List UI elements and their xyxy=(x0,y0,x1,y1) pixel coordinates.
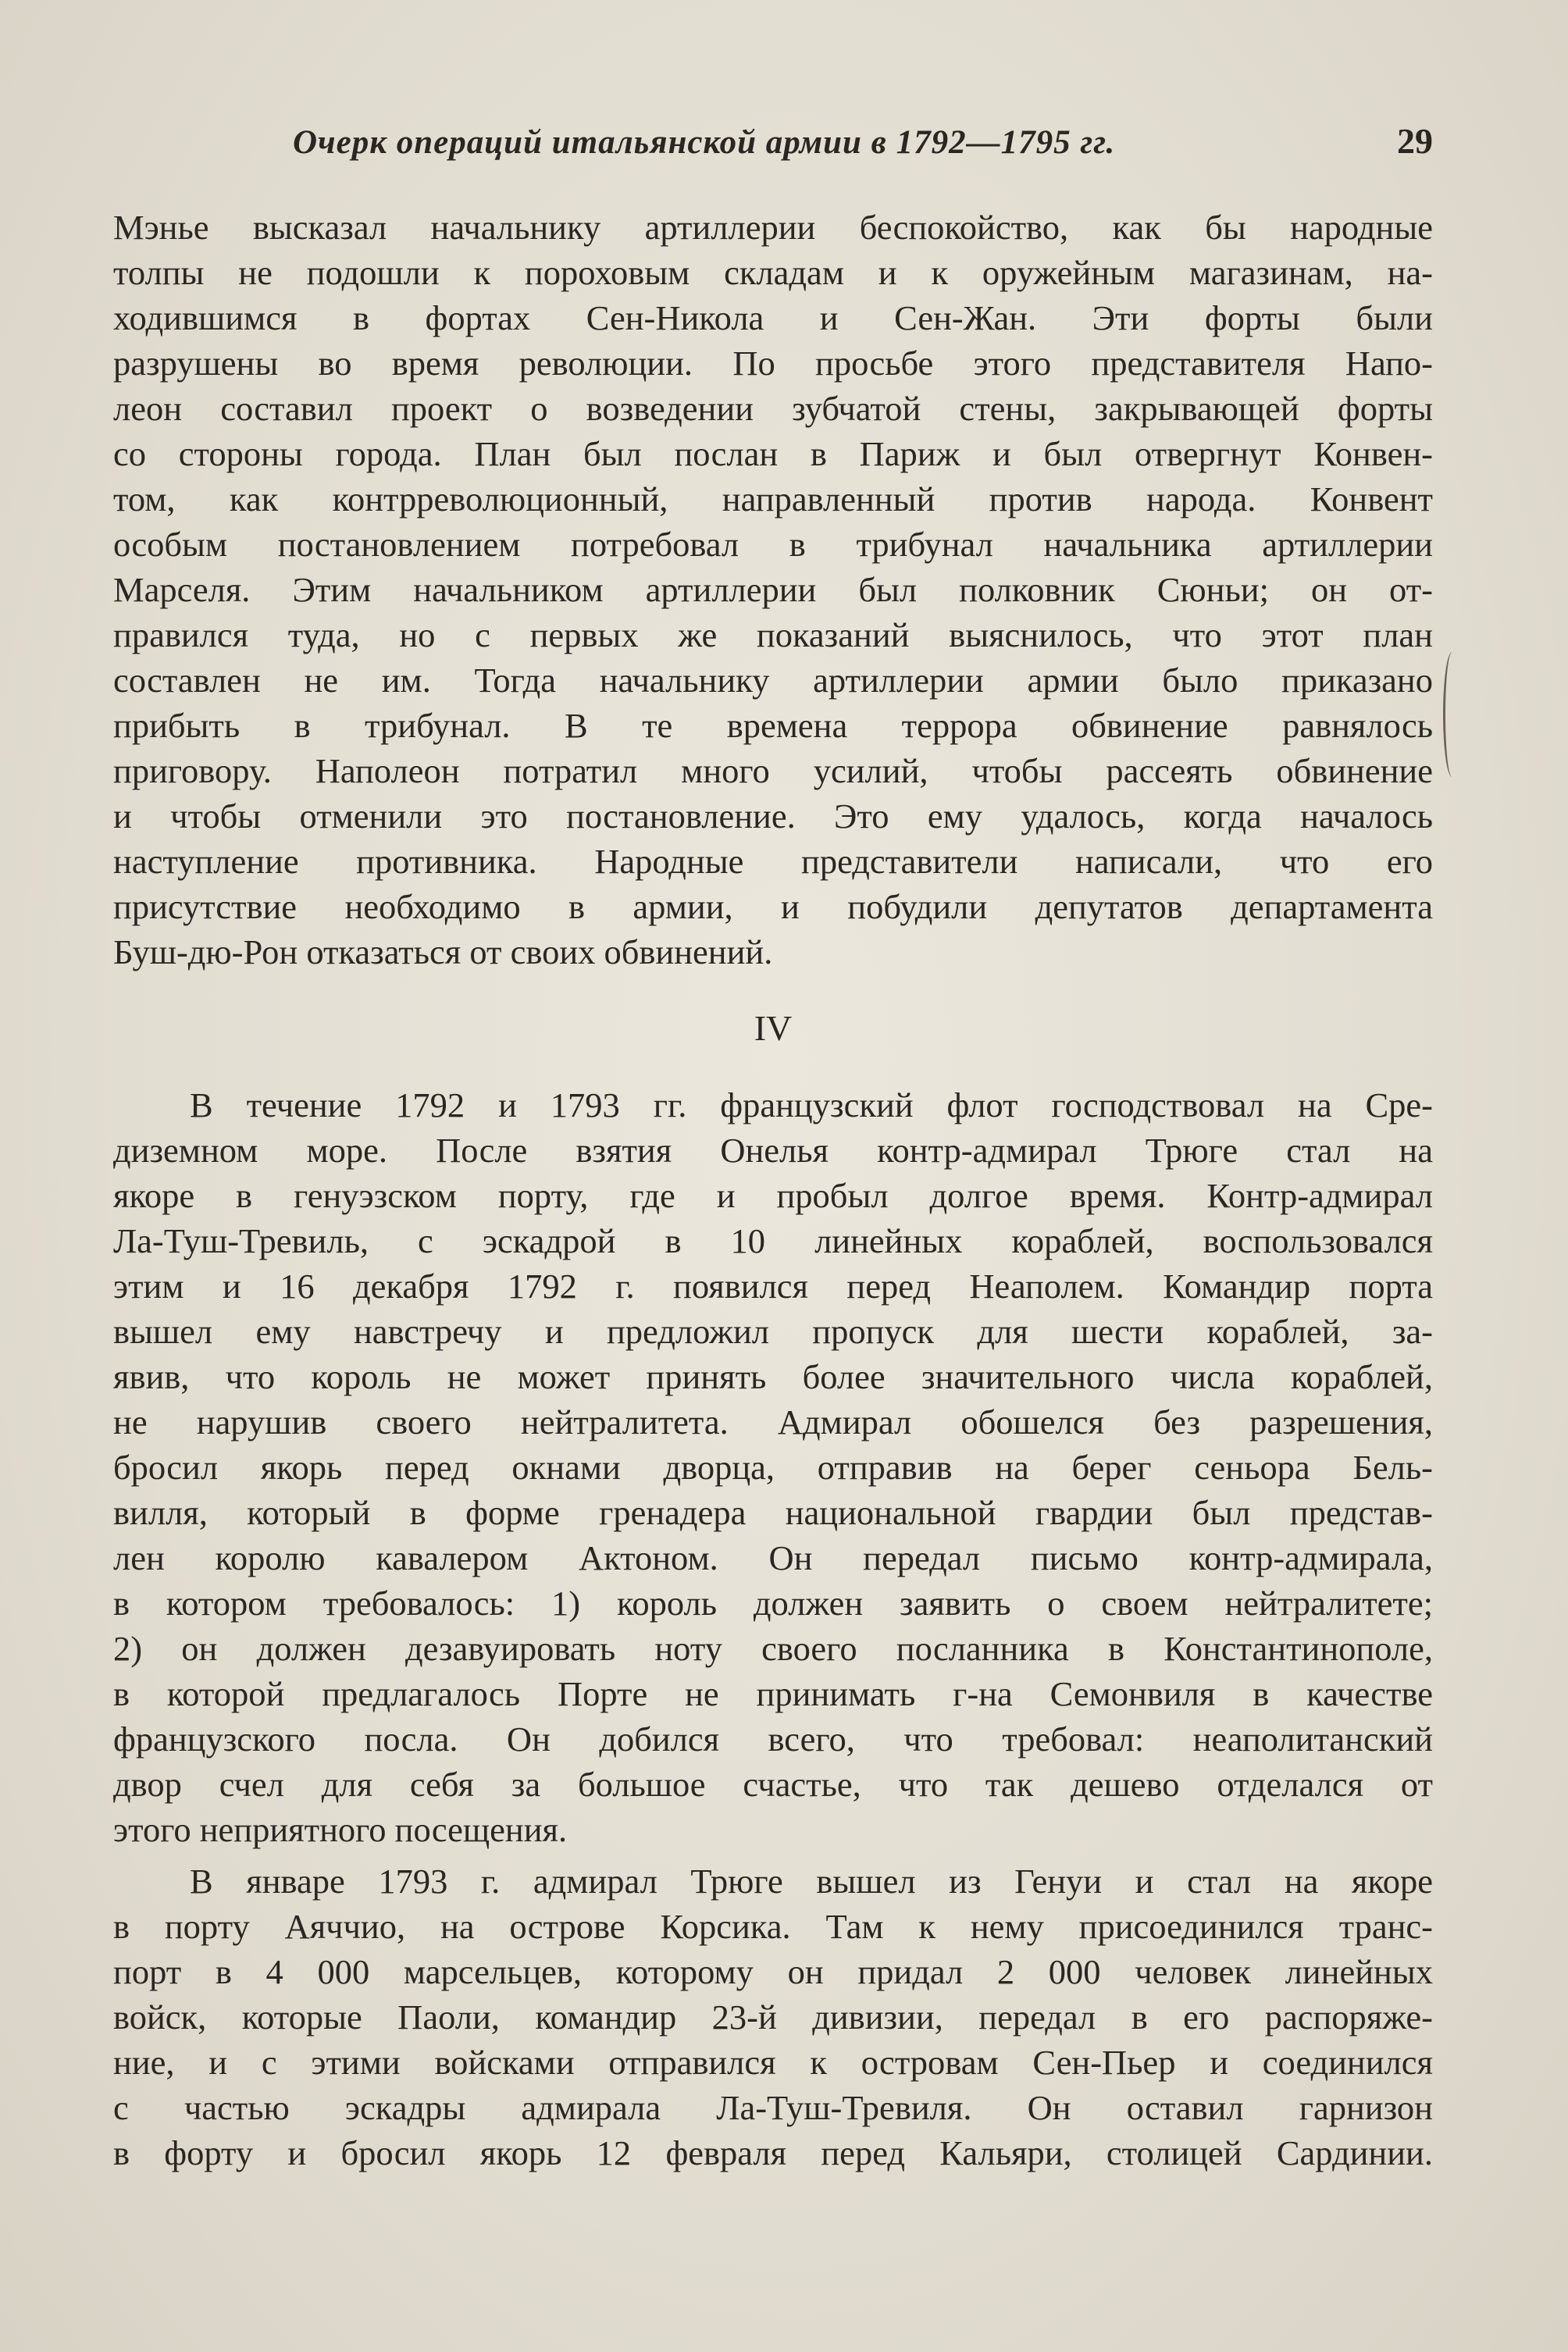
text-line: толпы не подошли к пороховым складам и к оружейным магазинам, на- xyxy=(113,253,1433,292)
text-line: Буш-дю-Рон отказаться от своих обвинений. xyxy=(113,932,773,971)
text-line: войск, которые Паоли, командир 23-й дивизии, передал в его распоряже- xyxy=(113,1997,1433,2037)
text-line: наступление противника. Народные представители написали, что его xyxy=(113,842,1433,881)
text-line: том, как контрреволюционный, направленный против народа. Конвент xyxy=(113,479,1433,519)
text-line: в порту Аяччио, на острове Корсика. Там к нему присоединился транс- xyxy=(113,1907,1433,1946)
text-line: двор счел для себя за большое счастье, что так дешево отделался от xyxy=(113,1765,1433,1804)
text-line: с частью эскадры адмирала Ла-Туш-Тревиля. Он оставил гарнизон xyxy=(113,2088,1433,2127)
text-line: со стороны города. План был послан в Париж и был отвергнут Конвен- xyxy=(113,434,1433,473)
text-line: присутствие необходимо в армии, и побудили депутатов департамента xyxy=(113,887,1433,926)
text-line: не нарушив своего нейтралитета. Адмирал обошелся без разрешения, xyxy=(113,1402,1433,1441)
text-line: и чтобы отменили это постановление. Это ему удалось, когда началось xyxy=(113,796,1433,836)
text-line: ходившимся в фортах Сен-Никола и Сен-Жан. Эти форты были xyxy=(113,298,1433,337)
text-line: в форту и бросил якорь 12 февраля перед Кальяри, столицей Сардинии. xyxy=(113,2133,1433,2172)
text-line: порт в 4 000 марсельцев, которому он придал 2 000 человек линейных xyxy=(113,1952,1433,1991)
text-line: Ла-Туш-Тревиль, с эскадрой в 10 линейных кораблей, воспользовался xyxy=(113,1221,1433,1260)
text-line: в котором требовалось: 1) король должен заявить о своем нейтралитете; xyxy=(113,1584,1433,1623)
text-line: вилля, который в форме гренадера национальной гвардии был представ- xyxy=(113,1493,1433,1532)
body-text xyxy=(113,205,1433,2176)
running-title: Очерк операций итальянской армии в 1792—1795 гг. xyxy=(293,124,1116,161)
text-line: явив, что король не может принять более значительного числа кораблей, xyxy=(113,1357,1433,1396)
text-line: вышел ему навстречу и предложил пропуск для шести кораблей, за- xyxy=(113,1312,1433,1351)
text-line: французского посла. Он добился всего, что требовал: неаполитанский xyxy=(113,1719,1433,1759)
paragraph-3 xyxy=(113,1858,1433,2176)
text-line: В течение 1792 и 1793 гг. французский флот господствовал на Сре- xyxy=(190,1085,1433,1124)
text-line: Мэнье высказал начальнику артиллерии беспокойство, как бы народные xyxy=(113,208,1433,247)
section-numeral: IV xyxy=(754,1008,793,1048)
text-line: особым постановлением потребовал в трибунал начальника артиллерии xyxy=(113,525,1433,564)
paragraph-1 xyxy=(113,205,1433,975)
margin-bracket-mark xyxy=(1443,652,1461,777)
text-line: приговору. Наполеон потратил много усилий, чтобы рассеять обвинение xyxy=(113,751,1433,790)
text-line: этим и 16 декабря 1792 г. появился перед Неаполем. Командир порта xyxy=(113,1267,1433,1306)
text-line: диземном море. После взятия Онелья контр-адмирал Трюге стал на xyxy=(113,1131,1433,1170)
text-line: составлен не им. Тогда начальнику артиллерии армии было приказано xyxy=(113,661,1433,700)
text-line: лен королю кавалером Актоном. Он передал письмо контр-адмирала, xyxy=(113,1538,1433,1577)
text-line: В январе 1793 г. адмирал Трюге вышел из Генуи и стал на якоре xyxy=(190,1862,1433,1901)
text-line: 2) он должен дезавуировать ноту своего посланника в Константинополе, xyxy=(113,1629,1433,1668)
text-line: Марселя. Этим начальником артиллерии был полковник Сюньи; он от- xyxy=(113,570,1433,609)
text-line: этого неприятного посещения. xyxy=(113,1810,568,1849)
page-header xyxy=(113,123,1433,178)
paragraph-2 xyxy=(113,1082,1433,1852)
text-line: ние, и с этими войсками отправился к островам Сен-Пьер и соединился xyxy=(113,2043,1433,2082)
text-line: прибыть в трибунал. В те времена террора обвинение равнялось xyxy=(113,706,1433,745)
text-line: правился туда, но с первых же показаний выяснилось, что этот план xyxy=(113,615,1433,654)
text-line: якоре в генуэзском порту, где и пробыл долгое время. Контр-адмирал xyxy=(113,1176,1433,1215)
text-line: разрушены во время революции. По просьбе этого представителя Напо- xyxy=(113,344,1433,383)
page-number: 29 xyxy=(1397,121,1433,161)
text-line: бросил якорь перед окнами дворца, отправив на берег сеньора Бель- xyxy=(113,1448,1433,1487)
text-line: леон составил проект о возведении зубчатой стены, закрывающей форты xyxy=(113,389,1433,428)
text-line: в которой предлагалось Порте не принимать г-на Семонвиля в качестве xyxy=(113,1674,1433,1713)
